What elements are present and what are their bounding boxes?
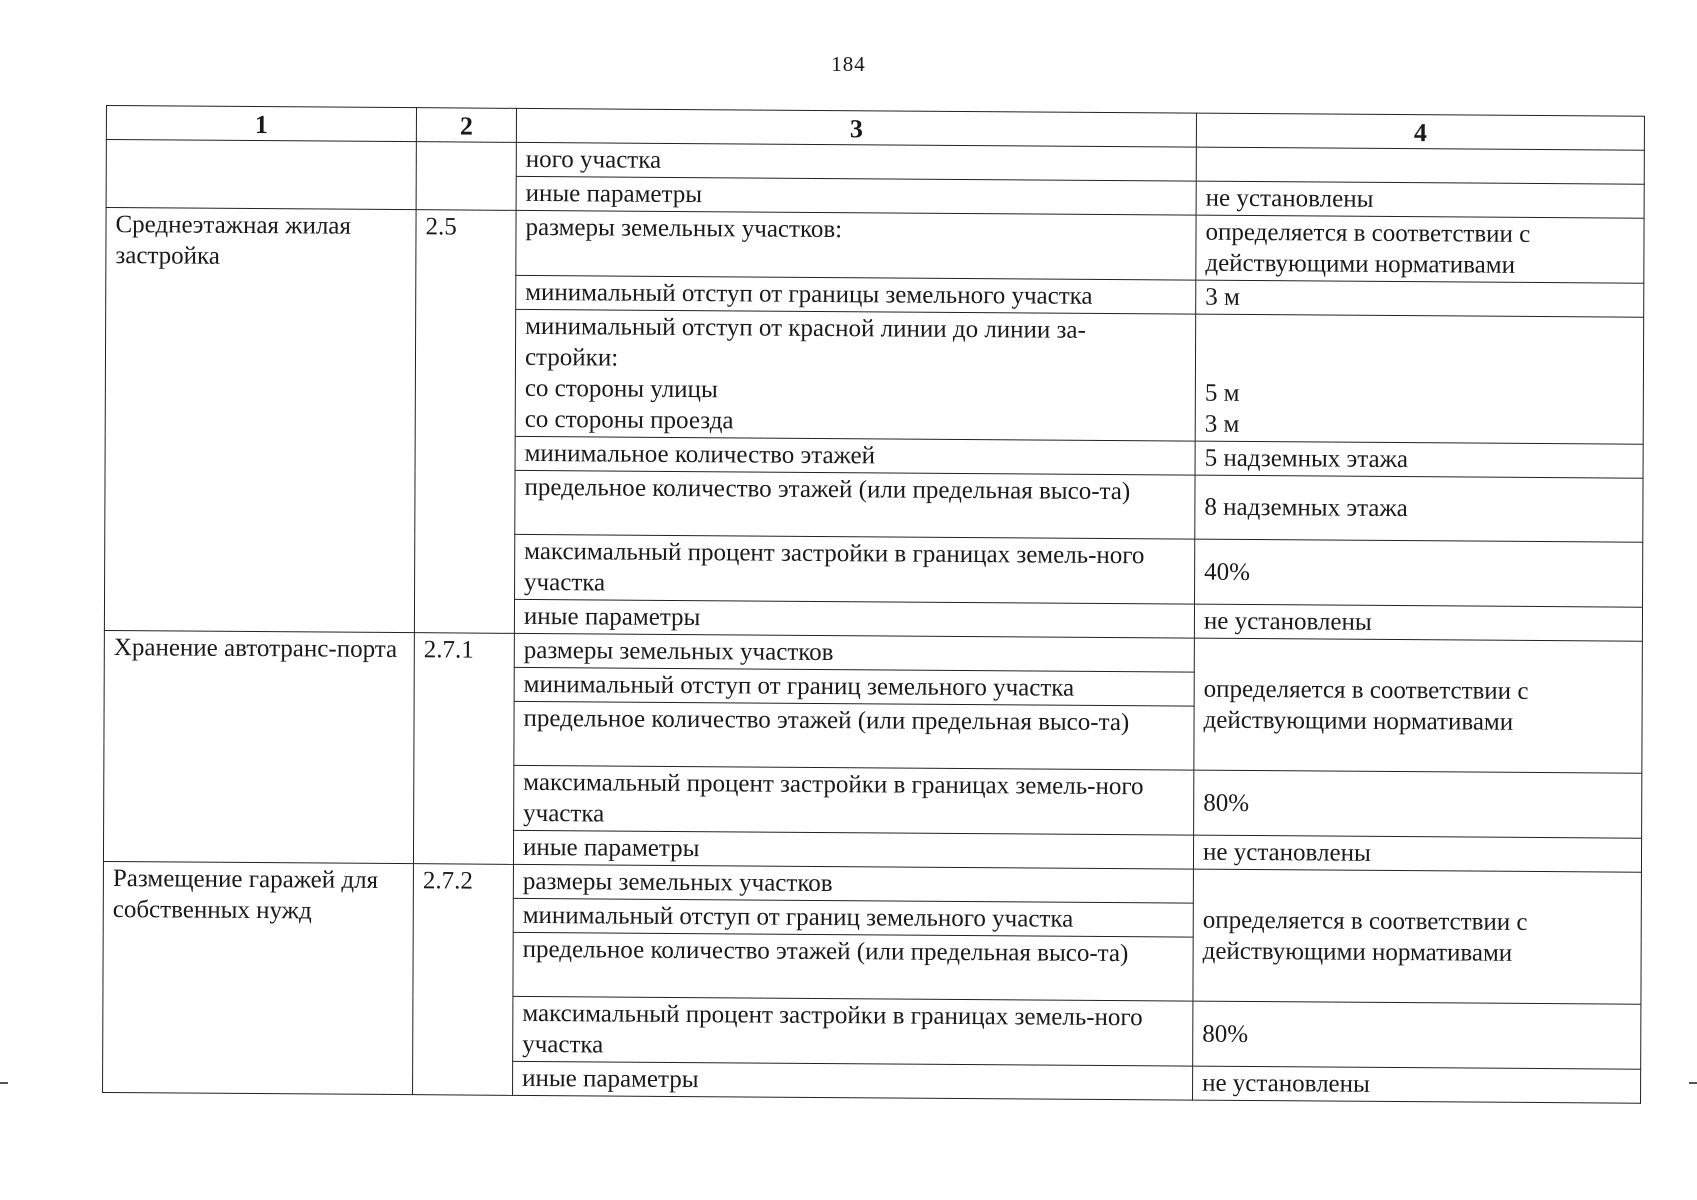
page-number: 184	[831, 52, 866, 76]
value-cell: 5 надземных этажа	[1195, 441, 1643, 478]
use-type-name: Среднеэтажная жилая застройка	[104, 208, 416, 633]
param-cell: иные параметры	[514, 599, 1194, 638]
param-cell: максимальный процент застройки в границах земель-ного участка	[514, 765, 1194, 835]
value-cell: 80%	[1194, 770, 1642, 838]
param-cell: минимальный отступ от границ земельного участка	[513, 898, 1193, 937]
value-cell	[1196, 147, 1644, 184]
param-cell: иные параметры	[513, 1061, 1193, 1100]
param-line: стройки:	[524, 343, 619, 372]
param-cell: ного участка	[516, 142, 1196, 181]
header-col-4: 4	[1196, 113, 1644, 150]
param-cell: предельное количество этажей (или предельная высо-та)	[514, 701, 1194, 770]
use-type-name: Размещение гаражей для собственных нужд	[103, 861, 414, 1094]
continuation-name-cell	[106, 140, 416, 210]
use-type-code: 2.5	[414, 210, 516, 634]
param-cell: размеры земельных участков	[513, 864, 1193, 903]
param-cell: минимальное количество этажей	[515, 436, 1195, 475]
param-cell: иные параметры	[516, 176, 1196, 215]
value-cell	[1195, 314, 1644, 444]
use-type-code: 2.7.2	[413, 864, 514, 1096]
value-cell: не установлены	[1193, 1066, 1641, 1103]
scan-edge-mark-right	[1689, 1082, 1697, 1084]
param-line: минимальный отступ от красной линии до линии за-	[525, 312, 1086, 344]
value-line: 3 м	[1204, 410, 1240, 438]
param-cell	[515, 309, 1196, 441]
header-col-1: 1	[106, 106, 416, 142]
value-cell: не установлены	[1193, 835, 1641, 872]
param-cell: иные параметры	[513, 830, 1193, 869]
use-type-code: 2.7.1	[413, 633, 514, 865]
merged-value-cell: определяется в соответствии с действующими нормативами	[1194, 638, 1643, 773]
param-cell: максимальный процент застройки в границах земель-ного участка	[513, 996, 1193, 1066]
param-line: со стороны проезда	[524, 405, 734, 435]
param-cell: размеры земельных участков:	[516, 210, 1196, 280]
use-type-name: Хранение автотранс-порта	[103, 630, 414, 863]
value-cell: не установлены	[1196, 181, 1644, 218]
value-cell: 3 м	[1196, 280, 1644, 317]
scan-edge-mark-left	[0, 1082, 8, 1084]
param-line: со стороны улицы	[524, 374, 718, 404]
header-col-2: 2	[416, 108, 516, 143]
value-cell: 8 надземных этажа	[1195, 475, 1643, 542]
merged-value-cell: определяется в соответствии с действующими нормативами	[1193, 869, 1642, 1004]
param-cell: предельное количество этажей (или предельная высо-та)	[515, 470, 1195, 539]
value-cell: не установлены	[1194, 604, 1642, 641]
value-cell: 80%	[1193, 1001, 1641, 1069]
param-cell: предельное количество этажей (или предельная высо-та)	[513, 932, 1193, 1001]
param-cell: минимальный отступ от границ земельного участка	[514, 667, 1194, 706]
continuation-code-cell	[416, 142, 516, 211]
regulations-table	[102, 105, 1645, 1104]
header-col-3: 3	[516, 108, 1196, 147]
value-line: 5 м	[1204, 379, 1240, 407]
param-cell: максимальный процент застройки в границах земель-ного участка	[515, 534, 1195, 604]
param-cell: размеры земельных участков	[514, 633, 1194, 672]
table-row	[106, 208, 1644, 284]
regulations-table-wrapper	[102, 105, 1644, 1104]
param-cell: минимальный отступ от границы земельного участка	[516, 275, 1196, 314]
value-cell: определяется в соответствии с действующими нормативами	[1196, 215, 1644, 283]
value-cell: 40%	[1195, 539, 1643, 607]
